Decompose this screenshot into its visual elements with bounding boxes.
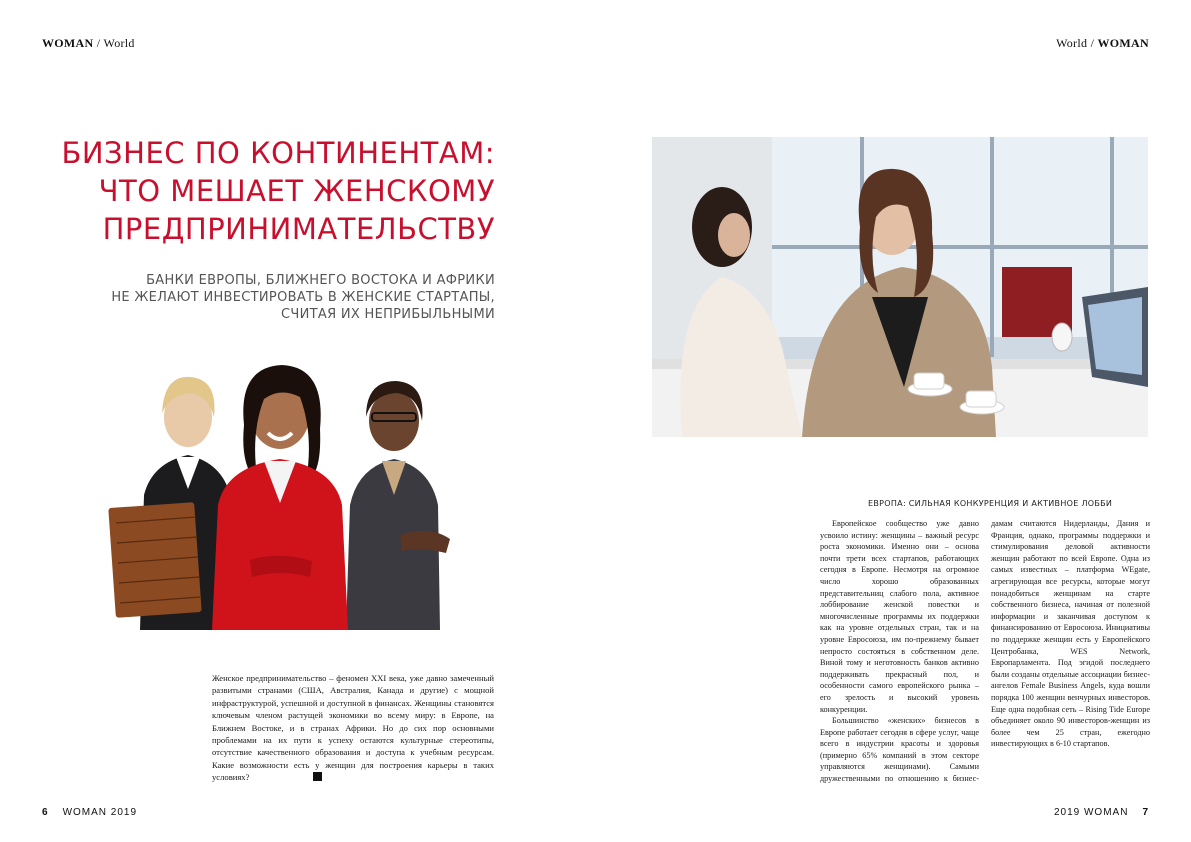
- folio-label: WOMAN 2019: [62, 807, 138, 818]
- title-line: ПРЕДПРИНИМАТЕЛЬСТВУ: [102, 212, 495, 246]
- title-line: ЧТО МЕШАЕТ ЖЕНСКОМУ: [98, 174, 495, 208]
- body-paragraph: Большинство «женских» бизнесов в Европе работает сегодня в сфере услуг, чаще всего в индустрии красоты и здоровья (примерно 65% компаний в этом секторе управляются женщинами). Самыми дружественными по отношению к бизнес-дамам считаются Нидерланды, Дания и Франция, однако, программы поддержки и стимулирования деловой активности женщин работают по всей Европе. Одна из самых известных – платформа WEgate, агрегирующая все ресурсы, которые могут понадобиться женщинам на старте собственного бизнеса, начиная от полезной информации и заканчивая доступом к финансированию от Евросоюза. Инициативы по поддержке женщин есть у Европейского Центробанка, WES Network, Европарламента. Под эгидой последнего были созданы отдельные ассоциации бизнес-ангелов Female Business Angels, куда вошли порядка 100 женщин венчурных инвесторов. Еще одна подобная сеть – Rising Tide Europe объединяет около 90 инвесторов-женщин из более чем 25 стран, ежегодно инвестирующих в 6-10 стартапов.: [820, 519, 1150, 784]
- article-body: [820, 518, 1150, 788]
- page-number: 6: [42, 807, 49, 818]
- subtitle-line: НЕ ЖЕЛАЮТ ИНВЕСТИРОВАТЬ В ЖЕНСКИЕ СТАРТАПЫ,: [111, 290, 495, 305]
- article-subtitle: [55, 272, 495, 323]
- left-page: [0, 0, 595, 842]
- folio-label: 2019 WOMAN: [1053, 807, 1129, 818]
- article-title: [15, 134, 495, 248]
- office-meeting-photo: [652, 137, 1148, 437]
- running-head-right: World / WOMAN: [1056, 36, 1149, 50]
- folio-right: [1054, 807, 1149, 818]
- title-line: БИЗНЕС ПО КОНТИНЕНТАМ:: [61, 136, 495, 170]
- subtitle-line: СЧИТАЯ ИХ НЕПРИБЫЛЬНЫМИ: [281, 307, 495, 322]
- folio-left: [42, 807, 137, 818]
- page-number: 7: [1142, 807, 1149, 818]
- running-head-left: WOMAN / World: [42, 36, 135, 50]
- subtitle-line: БАНКИ ЕВРОПЫ, БЛИЖНЕГО ВОСТОКА И АФРИКИ: [146, 273, 495, 288]
- right-page: [596, 0, 1191, 842]
- body-paragraph: Европейское сообщество уже давно усвоило истину: женщины – важный ресурс роста экономики. Именно они – основа почти трети всех стартапов, работающих сегодня в Европе. Несмотря на огромное число хорошо образованных представительниц слабого пола, активное лоббирование женской повестки и многочисленные программы их поддержки как на уровне отдельных стран, так и на уровне Евросоюза, им по-прежнему бывает непросто состояться в собственном деле. Виной тому и неготовность банков активно поддерживать прекрасный пол, и особенности самого европейского рынка – его зрелость и высокий уровень конкуренции.: [820, 519, 979, 714]
- businesswomen-photo: [100, 355, 480, 630]
- section-heading: ЕВРОПА: СИЛЬНАЯ КОНКУРЕНЦИЯ И АКТИВНОЕ ЛОББИ: [868, 499, 1113, 508]
- intro-paragraph: Женское предпринимательство – феномен XXI века, уже давно замеченный развитыми странами (США, Австралия, Канада и другие) с мощной инфраструктурой, успешной и доступной в финансах. Женщины становятся ключевым членом растущей экономики во всему миру: в Европе, на Ближнем Востоке, и в странах Африки. Но до сих пор основными проблемами на их пути к успеху остаются культурные стереотипы, отсутствие качественного образования и доступа к учебным ресурсам. Какие возможности есть у женщин для построения карьеры в таких условиях?: [212, 673, 494, 783]
- end-mark-square: [313, 772, 322, 781]
